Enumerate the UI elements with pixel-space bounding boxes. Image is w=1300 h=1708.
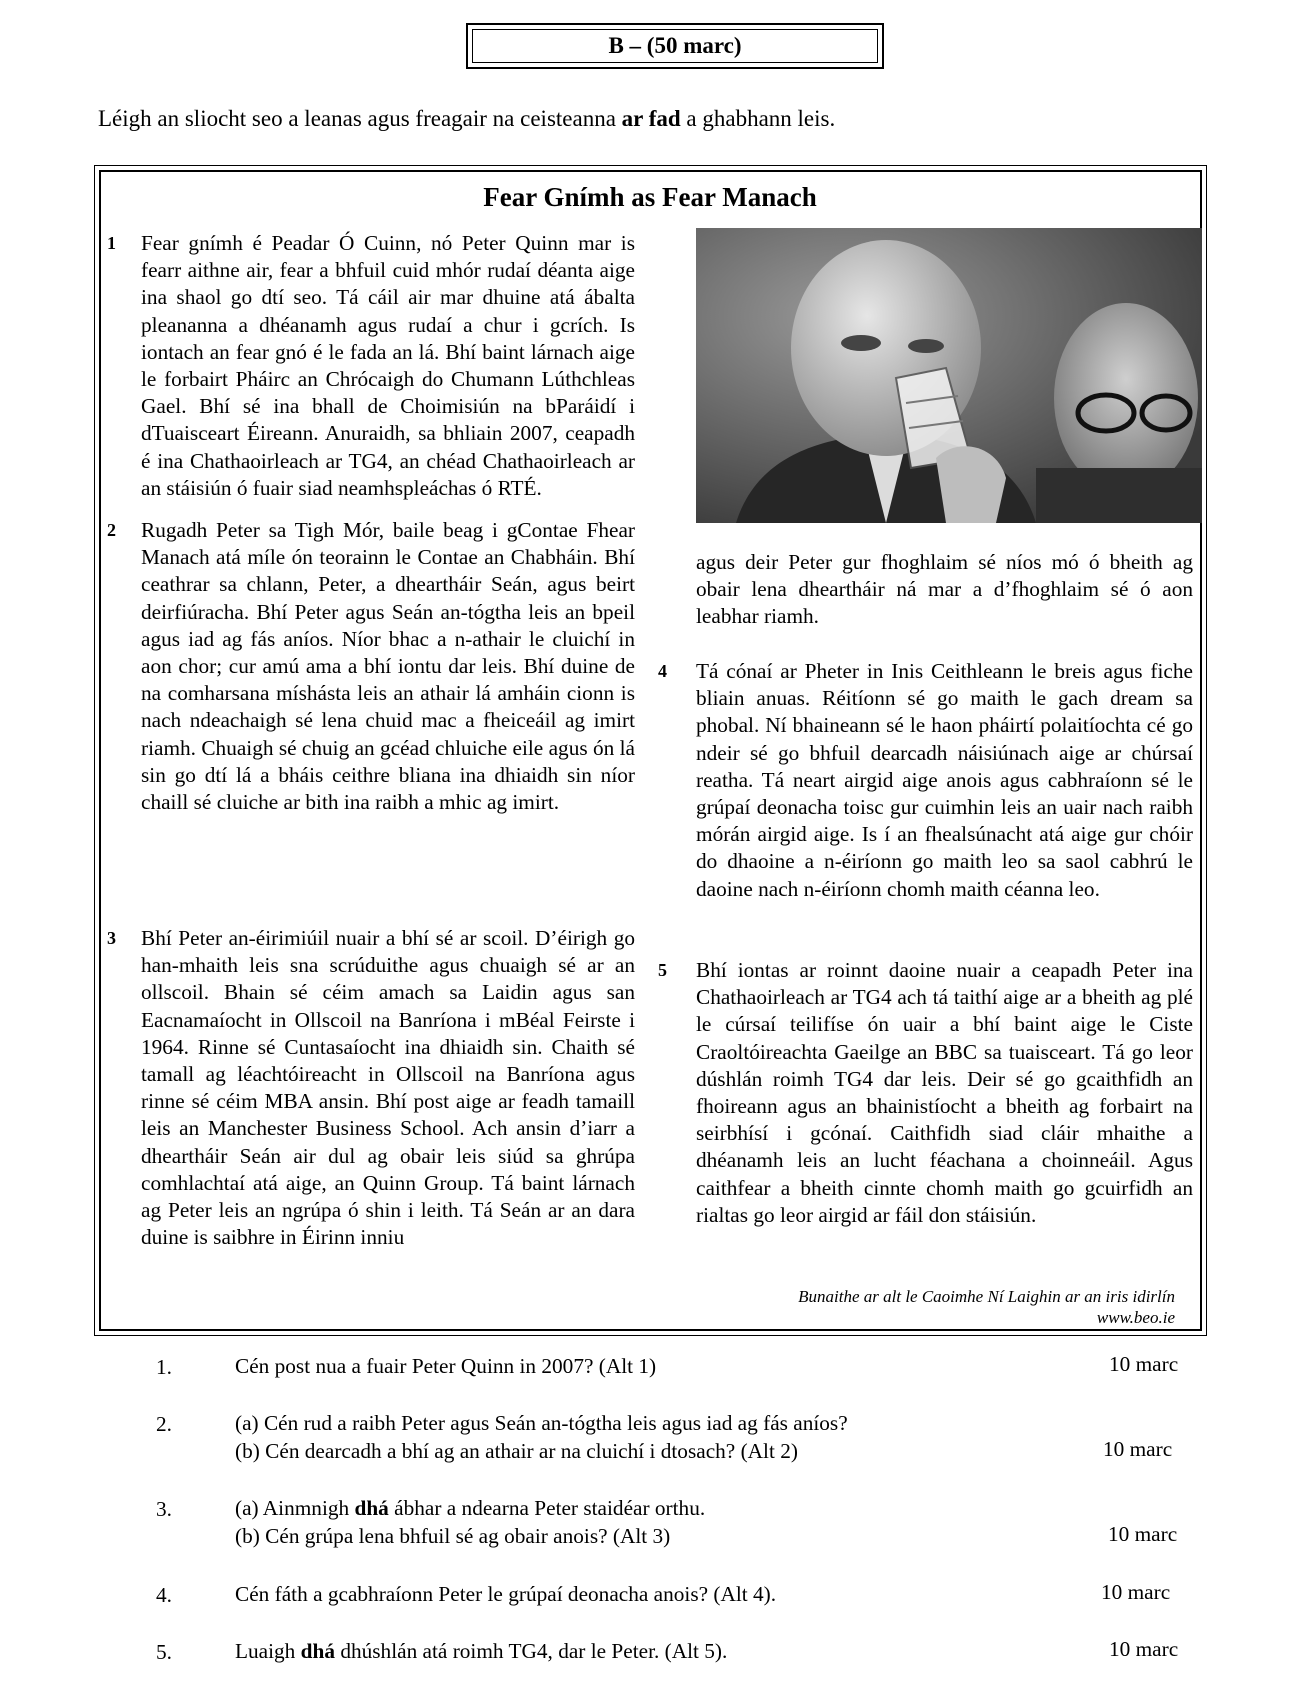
question-number-3: 3. (156, 1497, 172, 1521)
instruction (98, 106, 835, 132)
paragraph-number-4: 4 (658, 661, 667, 681)
question-marks-2: 10 marc (1103, 1437, 1173, 1461)
question-3a-bold: dhá (354, 1496, 389, 1520)
paragraph-1: Fear gnímh é Peadar Ó Cuinn, nó Peter Quinn mar is fearr aithne air, fear a bhfuil cuid mhór rudaí déanta aige ina shaol go dtí seo. Tá cáil air mar dhuine atá ábalta pleananna a dhéanamh agus rudaí a chur i gcrích. Is iontach an fear gnó é le fada an lá. Bhí baint lárnach aige le forbairt Pháirc an Chrócaigh do Chumann Lúthchleas Gael. Bhí sé ina bhall de Choimisiún na bParáidí i dTuaisceart Éireann. Anuraidh, sa bhliain 2007, ceapadh é ina Chathaoirleach ar TG4, an chéad Chathaoirleach ar an stáisiún ó fuair siad neamhspleáchas ó RTÉ. (141, 231, 635, 500)
instruction-text-before: Léigh an sliocht seo a leanas agus freagair na ceisteanna (98, 106, 622, 131)
paragraph-number-2: 2 (107, 520, 116, 540)
paragraph-4: Tá cónaí ar Pheter in Inis Ceithleann le breis agus fiche bliain anuas. Réitíonn sé go maith le gach dream sa phobal. Ní bhaineann sé le haon pháirtí polaitíochta cé go ndeir sé go bhfuil dearcadh náisiúnach aige ar chúrsaí reatha. Tá neart airgid aige anois agus cabhraíonn sé le grúpaí deonacha toisc gur cuimhin leis an uair nach raibh mórán airgid aige. Is í an fhealsúnacht atá aige gur chóir do dhaoine a n-éiríonn go maith leo sa saol cabhrú le daoine nach n-éiríonn chomh maith céanna leo. (696, 659, 1193, 901)
question-5-before: Luaigh (235, 1639, 301, 1663)
section-header-box (466, 23, 884, 69)
paragraph-5: Bhí iontas ar roinnt daoine nuair a ceapadh Peter ina Chathaoirleach ar TG4 ach tá taithí aige ar a bheith ag plé le cúrsaí teilifíse ón uair a bhí baint aige le Ciste Craoltóireachta Gaeilge an BBC sa tuaisceart. Tá go leor dúshlán roimh TG4 dar leis. Deir sé go gcaithfidh an fhoireann agus an bhainistíocht a bheith ag forbairt na seirbhísí i gcónaí. Caithfidh siad cláir mhaithe a dhéanamh leis an lucht féachana a choinneáil. Agus caithfear a bheith cinnte chomh maith go gcuirfidh an rialtas go leor airgid ar fáil don stáisiún. (696, 958, 1193, 1227)
question-5-after: dhúshlán atá roimh TG4, dar le Peter. (Alt 5). (335, 1639, 728, 1663)
question-text-3 (235, 1494, 705, 1550)
question-text-4: Cén fáth a gcabhraíonn Peter le grúpaí deonacha anois? (Alt 4). (235, 1582, 777, 1606)
question-3a-before: (a) Ainmnigh (235, 1496, 355, 1520)
instruction-text-after: a ghabhann leis. (680, 106, 836, 131)
paragraph-3: Bhí Peter an-éirimiúil nuair a bhí sé ar scoil. D’éirigh go han-mhaith leis sna scrúduithe agus chuaigh sé ar an ollscoil. Bhain sé céim amach sa Laidin agus san Eacnamaíocht in Ollscoil na Banríona i mBéal Feirste i 1964. Rinne sé Cuntasaíocht ina dhiaidh sin. Chaith sé tamall ag léachtóireacht in Ollscoil na Banríona agus rinne sé céim MBA ansin. Bhí post aige ar feadh tamaill leis an Manchester Business School. Ach ansin d’iarr a dheartháir Seán air dul ag obair leis siúd sa ghrúpa comhlachtaí atá aige, an Quinn Group. Tá baint lárnach ag Peter leis an ngrúpa ó shin i leith. Tá Seán ar an dara duine is saibhre in Éirinn inniu (141, 926, 635, 1250)
citation-source: Bunaithe ar alt le Caoimhe Ní Laighin ar an iris idirlín (798, 1287, 1175, 1306)
question-number-5: 5. (156, 1640, 172, 1664)
question-3b: (b) Cén grúpa lena bhfuil sé ag obair anois? (Alt 3) (235, 1524, 671, 1548)
question-marks-4: 10 marc (1101, 1580, 1171, 1604)
paragraph-3-continuation: agus deir Peter gur fhoghlaim sé níos mó ó bheith ag obair lena dheartháir ná mar a d’fhoghlaim sé ó aon leabhar riamh. (696, 550, 1193, 629)
photo-illustration (696, 228, 1202, 523)
question-text-1: Cén post nua a fuair Peter Quinn in 2007? (Alt 1) (235, 1354, 657, 1378)
question-text-5 (235, 1637, 727, 1665)
question-2a: (a) Cén rud a raibh Peter agus Seán an-tógtha leis agus iad ag fás aníos? (235, 1411, 848, 1435)
question-number-2: 2. (156, 1412, 172, 1436)
citation (798, 1286, 1175, 1328)
question-2b: (b) Cén dearcadh a bhí ag an athair ar na cluichí i dtosach? (Alt 2) (235, 1439, 798, 1463)
question-marks-1: 10 marc (1109, 1352, 1179, 1376)
question-number-1: 1. (156, 1355, 172, 1379)
question-number-4: 4. (156, 1583, 172, 1607)
question-text-2 (235, 1409, 848, 1465)
question-3a-after: ábhar a ndearna Peter staidéar orthu. (388, 1496, 706, 1520)
citation-url: www.beo.ie (1096, 1308, 1175, 1327)
article-title: Fear Gnímh as Fear Manach (483, 182, 817, 212)
article-photo (696, 228, 1202, 523)
question-marks-3: 10 marc (1108, 1522, 1178, 1546)
paragraph-number-1: 1 (107, 233, 116, 253)
paragraph-number-3: 3 (107, 928, 116, 948)
question-3a (235, 1494, 705, 1522)
paragraph-2: Rugadh Peter sa Tigh Mór, baile beag i gContae Fhear Manach atá míle ón teorainn le Contae an Chabháin. Bhí ceathrar sa chlann, Peter, a dheartháir Seán, agus beirt deirfiúracha. Bhí Peter agus Seán an-tógtha leis an bpeil agus iad ag fás aníos. Níor bhac a n-athair le cluichí in aon chor; cur amú ama a bhí iontu dar leis. Bhí duine de na comharsana míshásta leis an athair lá amháin cionn is nach ndeachaigh sé lena chuid mac a fheiceáil ag imirt riamh. Chuaigh sé chuig an gcéad chluiche eile agus ón lá sin go dtí lá a bháis ceithre bliana ina dhiaidh sin níor chaill sé cluiche ar bith ina raibh a mhic ag imirt. (141, 518, 635, 815)
section-title: B – (50 marc) (472, 29, 878, 63)
question-5-bold: dhá (300, 1639, 335, 1663)
instruction-text-bold: ar fad (621, 106, 681, 131)
question-marks-5: 10 marc (1109, 1637, 1179, 1661)
paragraph-number-5: 5 (658, 960, 667, 980)
